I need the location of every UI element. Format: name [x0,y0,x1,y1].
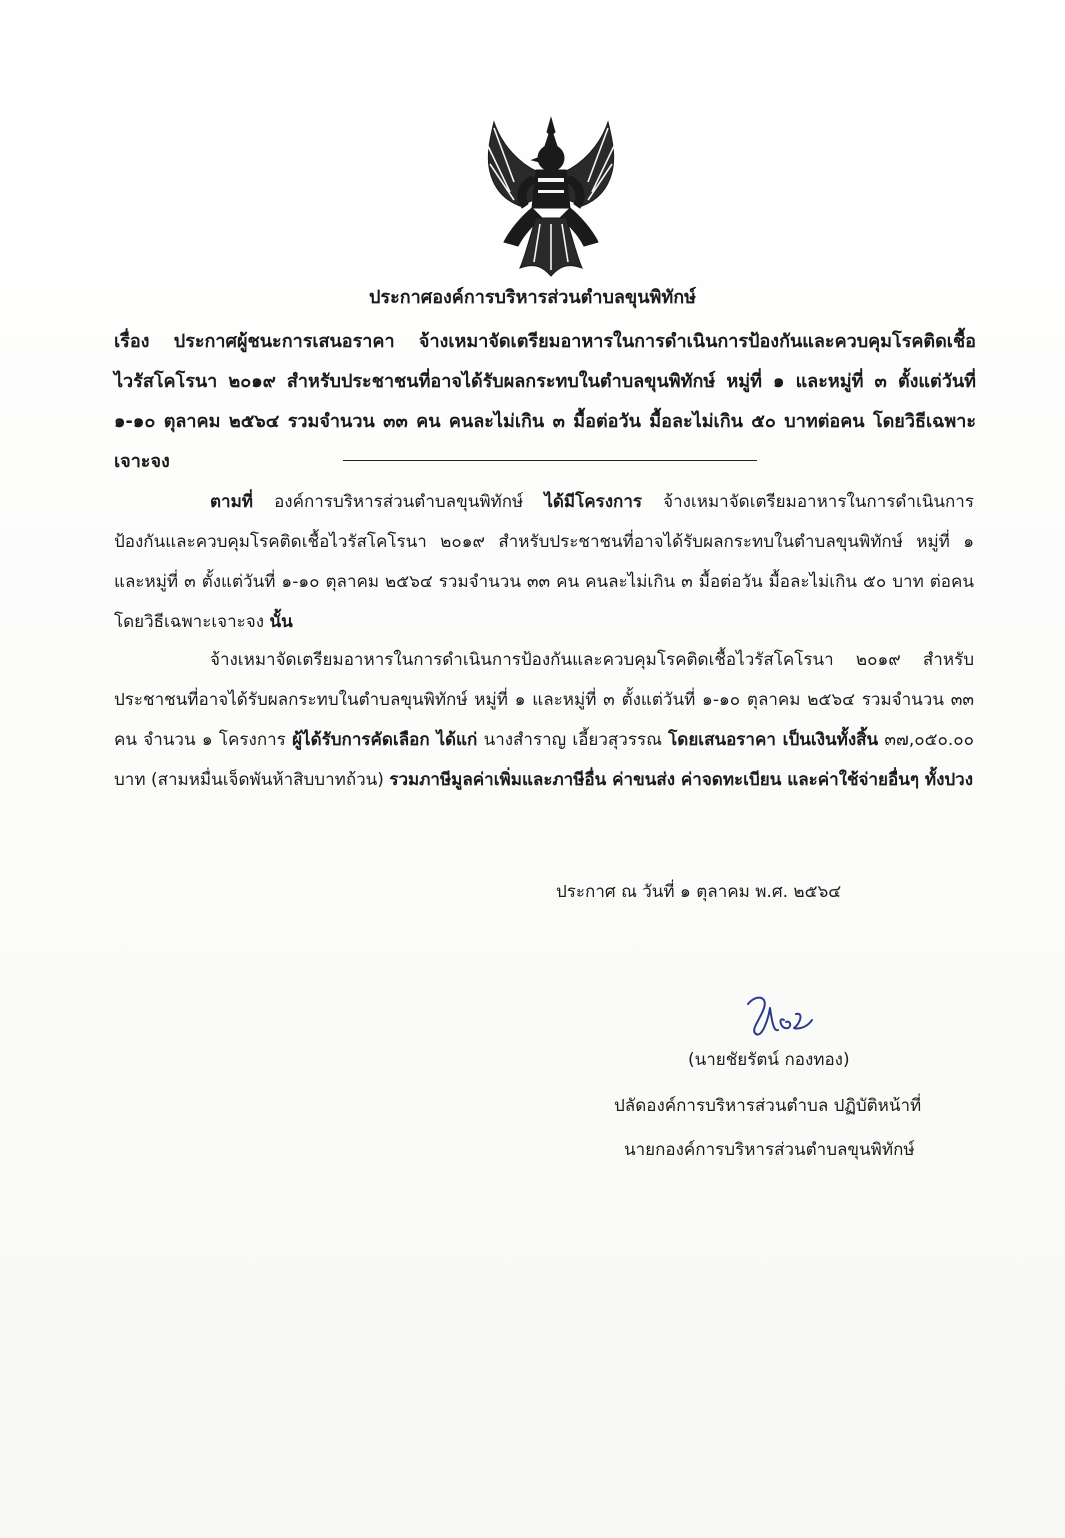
signer-position-1: ปลัดองค์การบริหารส่วนตำบล ปฏิบัติหน้าที่ [614,1096,922,1116]
signer-name: (นายชัยรัตน์ กองทอง) [688,1050,850,1070]
divider-line [343,460,757,461]
p2-amount: ๓๗,๐๕๐.๐๐ บาท (สามหมื่นเจ็ดพันห้าสิบบาทถ้วน) [114,730,975,790]
p2-text: จ้างเหมาจัดเตรียมอาหารในการดำเนินการป้องกันและควบคุมโรคติดเชื้อไวรัสโคโรนา ๒๐๑๙ สำหรับประชาชนที่อาจได้รับผลกระทบในตำบลขุนพิทักษ์ หมู่ที่ ๑ และหมู่ที่ ๓ ตั้งแต่วันที่ ๑-๑๐ ตุลาคม ๒๕๖๔ รวมจำนวน ๓๓ คน จำนวน ๑ โครงการ [114,650,974,750]
p1-lead: ตามที่ [210,492,253,512]
p2-winner: นางสำราญ เอี้ยวสุวรรณ [477,730,669,750]
p2-selected-label: ผู้ได้รับการคัดเลือก ได้แก่ [292,730,478,750]
p2-offer-label: โดยเสนอราคา เป็นเงินทั้งสิ้น [668,730,879,750]
signer-position-2: นายกองค์การบริหารส่วนตำบลขุนพิทักษ์ [624,1140,915,1160]
p2-tail: รวมภาษีมูลค่าเพิ่มและภาษีอื่น ค่าขนส่ง ค่าจดทะเบียน และค่าใช้จ่ายอื่นๆ ทั้งปวง [389,770,974,790]
announcement-date: ประกาศ ณ วันที่ ๑ ตุลาคม พ.ศ. ๒๕๖๔ [556,882,842,902]
p1-has-project: ได้มีโครงการ [544,492,643,512]
subject-block [114,322,976,482]
subject-text: จ้างเหมาจัดเตรียมอาหารในการดำเนินการป้องกันและควบคุมโรคติดเชื้อไวรัสโคโรนา ๒๐๑๙ สำหรับประชาชนที่อาจได้รับผลกระทบในตำบลขุนพิทักษ์ หมู่ที่ ๑ และหมู่ที่ ๓ ตั้งแต่วันที่ ๑-๑๐ ตุลาคม ๒๕๖๔ รวมจำนวน ๓๓ คน คนละไม่เกิน ๓ มื้อต่อวัน มื้อละไม่เกิน ๕๐ บาทต่อคน โดยวิธีเฉพาะเจาะจง [114,331,976,472]
announcement-title: ประกาศองค์การบริหารส่วนตำบลขุนพิทักษ์ [369,287,696,308]
p1-text: จ้างเหมาจัดเตรียมอาหารในการดำเนินการป้องกันและควบคุมโรคติดเชื้อไวรัสโคโรนา ๒๐๑๙ สำหรับประชาชนที่อาจได้รับผลกระทบในตำบลขุนพิทักษ์ หมู่ที่ ๑ และหมู่ที่ ๓ ตั้งแต่วันที่ ๑-๑๐ ตุลาคม ๒๕๖๔ รวมจำนวน ๓๓ คน คนละไม่เกิน ๓ มื้อต่อวัน มื้อละไม่เกิน ๕๐ บาท ต่อคน โดยวิธีเฉพาะเจาะจง [114,492,974,632]
garuda-emblem-icon [480,112,622,280]
p1-end: นั้น [269,612,293,632]
p1-org: องค์การบริหารส่วนตำบลขุนพิทักษ์ [253,492,545,512]
subject-label: เรื่อง ประกาศผู้ชนะการเสนอราคา [114,331,395,352]
paragraph-background [114,482,974,642]
paragraph-result [114,640,974,800]
handwritten-signature [738,990,828,1040]
